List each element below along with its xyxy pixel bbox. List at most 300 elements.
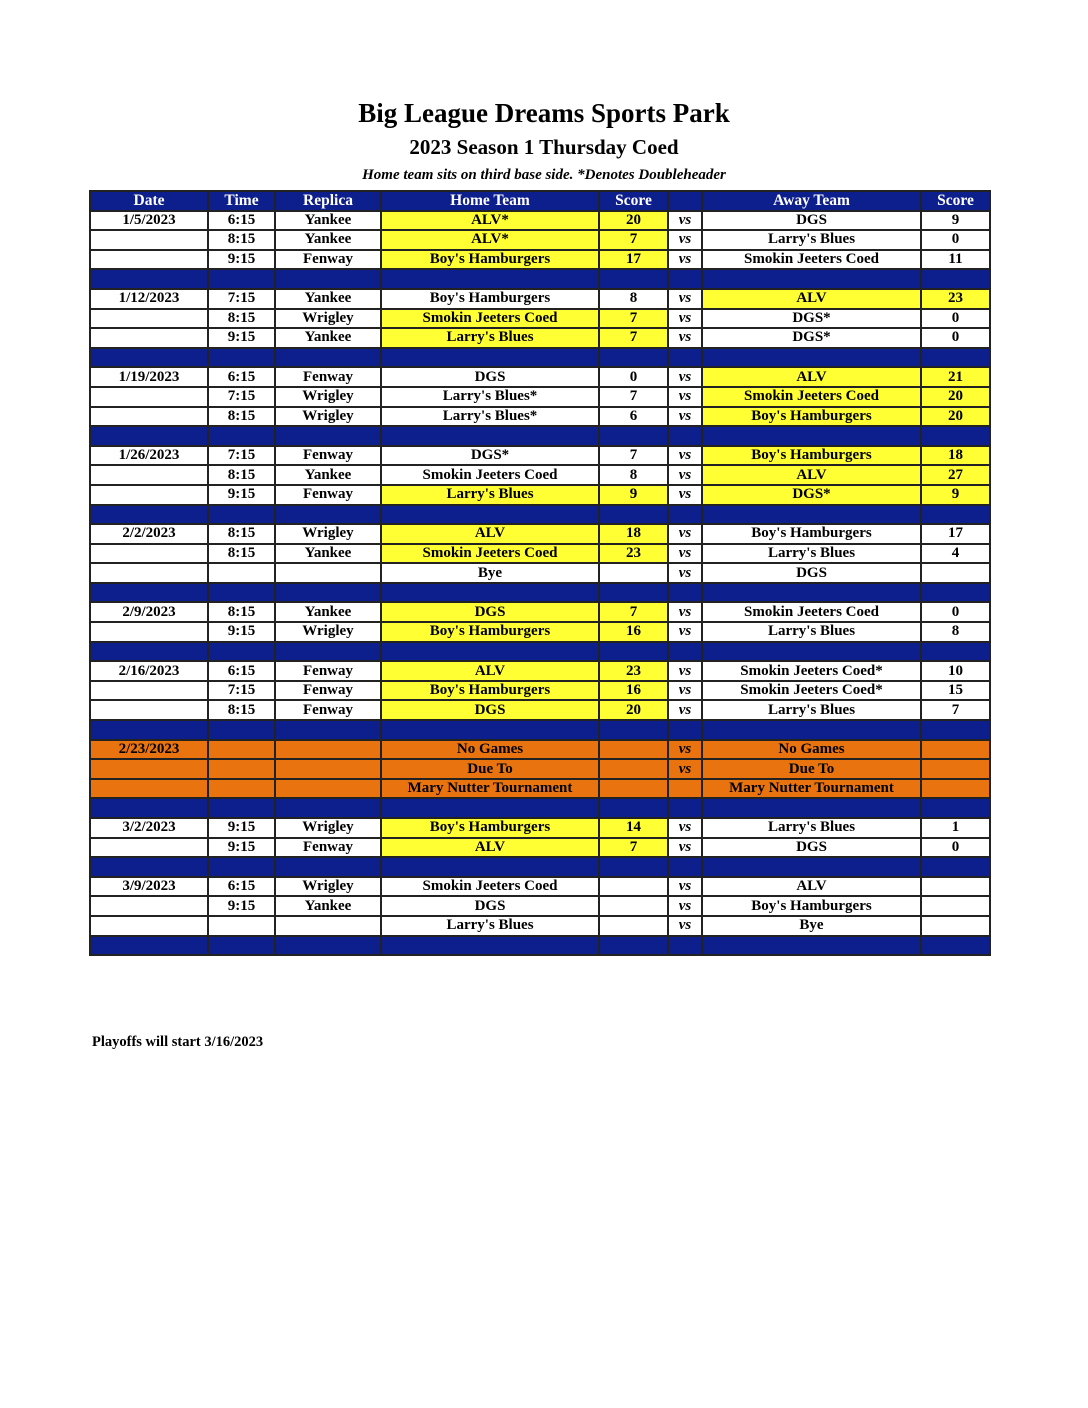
game-date [90, 387, 208, 407]
home-score: 14 [599, 818, 668, 838]
game-time: 8:15 [208, 230, 275, 250]
vs-label: vs [668, 681, 702, 701]
game-time: 6:15 [208, 661, 275, 681]
home-score [599, 896, 668, 916]
away-score: 10 [921, 661, 990, 681]
away-score: 9 [921, 211, 990, 231]
game-date: 1/19/2023 [90, 367, 208, 387]
field-replica: Wrigley [275, 387, 381, 407]
separator-cell [381, 348, 599, 368]
vs-label: vs [668, 407, 702, 427]
game-time [208, 759, 275, 779]
away-team: DGS [702, 211, 921, 231]
no-games-row [90, 779, 990, 799]
week-separator-row [90, 798, 990, 818]
home-score: 16 [599, 681, 668, 701]
away-team: Larry's Blues [702, 544, 921, 564]
field-replica [275, 740, 381, 760]
game-time: 7:15 [208, 446, 275, 466]
game-row [90, 877, 990, 897]
home-score: 23 [599, 544, 668, 564]
separator-cell [702, 857, 921, 877]
away-score: 0 [921, 230, 990, 250]
home-score: 16 [599, 622, 668, 642]
separator-cell [275, 269, 381, 289]
away-team: DGS [702, 838, 921, 858]
separator-cell [668, 798, 702, 818]
vs-label [668, 779, 702, 799]
no-games-row [90, 740, 990, 760]
home-team: Boy's Hamburgers [381, 250, 599, 270]
separator-cell [208, 505, 275, 525]
vs-label: vs [668, 818, 702, 838]
game-date [90, 759, 208, 779]
separator-cell [275, 857, 381, 877]
separator-cell [275, 426, 381, 446]
game-row [90, 485, 990, 505]
away-score: 0 [921, 328, 990, 348]
away-team: ALV [702, 367, 921, 387]
home-score: 7 [599, 446, 668, 466]
game-time: 9:15 [208, 896, 275, 916]
separator-cell [208, 720, 275, 740]
home-team: Larry's Blues [381, 916, 599, 936]
away-score: 1 [921, 818, 990, 838]
away-team: Mary Nutter Tournament [702, 779, 921, 799]
home-score [599, 877, 668, 897]
field-replica: Fenway [275, 681, 381, 701]
vs-label: vs [668, 211, 702, 231]
separator-cell [668, 583, 702, 603]
field-replica: Yankee [275, 211, 381, 231]
game-time [208, 916, 275, 936]
field-replica [275, 563, 381, 583]
vs-label: vs [668, 838, 702, 858]
separator-cell [208, 642, 275, 662]
separator-cell [599, 583, 668, 603]
game-time: 9:15 [208, 818, 275, 838]
separator-cell [275, 936, 381, 956]
game-date [90, 916, 208, 936]
away-team: Smokin Jeeters Coed [702, 602, 921, 622]
separator-cell [668, 426, 702, 446]
home-team: Boy's Hamburgers [381, 289, 599, 309]
separator-cell [208, 269, 275, 289]
game-time: 9:15 [208, 250, 275, 270]
game-date: 2/23/2023 [90, 740, 208, 760]
separator-cell [599, 720, 668, 740]
col-vs-header [668, 191, 702, 211]
vs-label: vs [668, 289, 702, 309]
game-date [90, 250, 208, 270]
away-score: 4 [921, 544, 990, 564]
separator-cell [90, 426, 208, 446]
game-time: 8:15 [208, 465, 275, 485]
home-team: DGS [381, 896, 599, 916]
separator-cell [381, 857, 599, 877]
game-row [90, 289, 990, 309]
field-replica [275, 759, 381, 779]
home-team: ALV [381, 524, 599, 544]
field-replica: Yankee [275, 328, 381, 348]
home-team: Boy's Hamburgers [381, 681, 599, 701]
separator-cell [599, 269, 668, 289]
away-team: Boy's Hamburgers [702, 524, 921, 544]
game-time: 9:15 [208, 328, 275, 348]
separator-cell [275, 583, 381, 603]
col-replica-header: Replica [275, 191, 381, 211]
away-team: DGS [702, 563, 921, 583]
game-time: 8:15 [208, 524, 275, 544]
separator-cell [90, 936, 208, 956]
separator-cell [90, 505, 208, 525]
separator-cell [668, 936, 702, 956]
separator-cell [668, 642, 702, 662]
game-time: 8:15 [208, 309, 275, 329]
separator-cell [90, 857, 208, 877]
separator-cell [90, 720, 208, 740]
away-score: 0 [921, 602, 990, 622]
game-date [90, 465, 208, 485]
separator-cell [381, 583, 599, 603]
separator-cell [668, 269, 702, 289]
game-time [208, 740, 275, 760]
vs-label: vs [668, 524, 702, 544]
game-time: 7:15 [208, 387, 275, 407]
game-date [90, 896, 208, 916]
schedule-table [89, 190, 991, 956]
away-team: Larry's Blues [702, 230, 921, 250]
game-time: 8:15 [208, 544, 275, 564]
home-team: Mary Nutter Tournament [381, 779, 599, 799]
separator-cell [702, 642, 921, 662]
schedule-note: Home team sits on third base side. *Denotes Doubleheader [362, 167, 726, 183]
away-score: 11 [921, 250, 990, 270]
game-time: 8:15 [208, 407, 275, 427]
home-score: 8 [599, 465, 668, 485]
separator-cell [90, 798, 208, 818]
field-replica: Fenway [275, 700, 381, 720]
field-replica: Yankee [275, 544, 381, 564]
vs-label: vs [668, 544, 702, 564]
separator-cell [599, 642, 668, 662]
away-team: DGS* [702, 328, 921, 348]
week-separator-row [90, 857, 990, 877]
game-row [90, 387, 990, 407]
away-score: 8 [921, 622, 990, 642]
field-replica: Wrigley [275, 622, 381, 642]
home-team: Larry's Blues* [381, 387, 599, 407]
col-home-score-header: Score [599, 191, 668, 211]
home-team: Boy's Hamburgers [381, 622, 599, 642]
away-team: Smokin Jeeters Coed [702, 387, 921, 407]
game-row [90, 407, 990, 427]
separator-cell [381, 798, 599, 818]
game-date [90, 230, 208, 250]
away-score: 7 [921, 700, 990, 720]
game-date: 2/2/2023 [90, 524, 208, 544]
vs-label: vs [668, 700, 702, 720]
separator-cell [921, 720, 990, 740]
away-team: No Games [702, 740, 921, 760]
game-time: 6:15 [208, 877, 275, 897]
away-team: Smokin Jeeters Coed* [702, 681, 921, 701]
game-time [208, 779, 275, 799]
away-team: Due To [702, 759, 921, 779]
separator-cell [921, 642, 990, 662]
game-date: 2/16/2023 [90, 661, 208, 681]
game-row [90, 211, 990, 231]
separator-cell [208, 583, 275, 603]
col-home-team-header: Home Team [381, 191, 599, 211]
home-team: Bye [381, 563, 599, 583]
header-row [90, 191, 990, 211]
vs-label: vs [668, 661, 702, 681]
home-score: 17 [599, 250, 668, 270]
separator-cell [921, 798, 990, 818]
separator-cell [702, 936, 921, 956]
game-row [90, 838, 990, 858]
game-time: 9:15 [208, 485, 275, 505]
separator-cell [668, 720, 702, 740]
separator-cell [208, 426, 275, 446]
vs-label: vs [668, 446, 702, 466]
separator-cell [702, 798, 921, 818]
away-score [921, 740, 990, 760]
game-date [90, 328, 208, 348]
col-away-score-header: Score [921, 191, 990, 211]
separator-cell [702, 426, 921, 446]
vs-label: vs [668, 465, 702, 485]
home-team: Smokin Jeeters Coed [381, 309, 599, 329]
separator-cell [702, 583, 921, 603]
vs-label: vs [668, 328, 702, 348]
field-replica: Wrigley [275, 877, 381, 897]
separator-cell [702, 720, 921, 740]
separator-cell [275, 505, 381, 525]
game-row [90, 602, 990, 622]
away-team: ALV [702, 877, 921, 897]
away-score: 15 [921, 681, 990, 701]
separator-cell [921, 857, 990, 877]
game-row [90, 367, 990, 387]
separator-cell [275, 798, 381, 818]
home-team: ALV [381, 838, 599, 858]
field-replica: Fenway [275, 250, 381, 270]
away-score: 9 [921, 485, 990, 505]
away-score [921, 759, 990, 779]
away-team: Boy's Hamburgers [702, 407, 921, 427]
game-row [90, 916, 990, 936]
field-replica [275, 916, 381, 936]
vs-label: vs [668, 387, 702, 407]
home-team: Smokin Jeeters Coed [381, 465, 599, 485]
week-separator-row [90, 426, 990, 446]
separator-cell [702, 348, 921, 368]
vs-label: vs [668, 896, 702, 916]
away-score [921, 877, 990, 897]
separator-cell [668, 857, 702, 877]
game-row [90, 328, 990, 348]
page-title: Big League Dreams Sports Park [358, 98, 730, 128]
game-row [90, 465, 990, 485]
home-team: Due To [381, 759, 599, 779]
separator-cell [668, 348, 702, 368]
game-date: 2/9/2023 [90, 602, 208, 622]
game-time: 6:15 [208, 211, 275, 231]
game-date [90, 309, 208, 329]
vs-label: vs [668, 877, 702, 897]
home-score [599, 759, 668, 779]
away-team: DGS* [702, 485, 921, 505]
week-separator-row [90, 642, 990, 662]
field-replica: Yankee [275, 230, 381, 250]
game-date [90, 622, 208, 642]
away-team: Larry's Blues [702, 622, 921, 642]
away-team: ALV [702, 465, 921, 485]
vs-label: vs [668, 485, 702, 505]
separator-cell [90, 642, 208, 662]
game-date: 3/2/2023 [90, 818, 208, 838]
game-date: 1/26/2023 [90, 446, 208, 466]
home-score [599, 563, 668, 583]
game-row [90, 896, 990, 916]
separator-cell [208, 348, 275, 368]
home-score: 7 [599, 230, 668, 250]
home-score: 7 [599, 602, 668, 622]
separator-cell [90, 583, 208, 603]
vs-label: vs [668, 740, 702, 760]
away-score: 20 [921, 387, 990, 407]
separator-cell [275, 720, 381, 740]
field-replica: Wrigley [275, 524, 381, 544]
home-score [599, 779, 668, 799]
field-replica: Fenway [275, 838, 381, 858]
separator-cell [275, 348, 381, 368]
col-time-header: Time [208, 191, 275, 211]
home-team: DGS [381, 602, 599, 622]
separator-cell [381, 642, 599, 662]
week-separator-row [90, 269, 990, 289]
separator-cell [208, 798, 275, 818]
game-row [90, 700, 990, 720]
away-score: 21 [921, 367, 990, 387]
away-score [921, 779, 990, 799]
separator-cell [921, 583, 990, 603]
separator-cell [381, 936, 599, 956]
home-team: ALV* [381, 230, 599, 250]
game-date [90, 485, 208, 505]
away-team: ALV [702, 289, 921, 309]
vs-label: vs [668, 230, 702, 250]
vs-label: vs [668, 367, 702, 387]
game-time: 9:15 [208, 838, 275, 858]
game-time: 9:15 [208, 622, 275, 642]
separator-cell [921, 269, 990, 289]
game-date [90, 544, 208, 564]
game-time: 7:15 [208, 289, 275, 309]
home-team: Smokin Jeeters Coed [381, 544, 599, 564]
game-date [90, 779, 208, 799]
home-score: 0 [599, 367, 668, 387]
vs-label: vs [668, 309, 702, 329]
away-team: Larry's Blues [702, 818, 921, 838]
separator-cell [702, 269, 921, 289]
home-score: 7 [599, 838, 668, 858]
separator-cell [381, 426, 599, 446]
game-row [90, 250, 990, 270]
game-time: 6:15 [208, 367, 275, 387]
game-date: 3/9/2023 [90, 877, 208, 897]
game-row [90, 681, 990, 701]
separator-cell [90, 348, 208, 368]
game-date: 1/5/2023 [90, 211, 208, 231]
game-row [90, 524, 990, 544]
away-score: 20 [921, 407, 990, 427]
away-team: Bye [702, 916, 921, 936]
away-score [921, 916, 990, 936]
home-score: 7 [599, 387, 668, 407]
separator-cell [599, 798, 668, 818]
game-row [90, 622, 990, 642]
away-score: 0 [921, 309, 990, 329]
home-score: 18 [599, 524, 668, 544]
separator-cell [921, 505, 990, 525]
field-replica: Wrigley [275, 407, 381, 427]
playoffs-note: Playoffs will start 3/16/2023 [92, 1034, 264, 1050]
home-team: Smokin Jeeters Coed [381, 877, 599, 897]
vs-label: vs [668, 622, 702, 642]
game-date [90, 838, 208, 858]
week-separator-row [90, 505, 990, 525]
separator-cell [208, 857, 275, 877]
separator-cell [599, 857, 668, 877]
field-replica: Fenway [275, 485, 381, 505]
week-separator-row [90, 348, 990, 368]
home-score: 9 [599, 485, 668, 505]
vs-label: vs [668, 563, 702, 583]
field-replica: Fenway [275, 367, 381, 387]
separator-cell [208, 936, 275, 956]
separator-cell [599, 426, 668, 446]
field-replica: Fenway [275, 446, 381, 466]
field-replica: Wrigley [275, 818, 381, 838]
separator-cell [668, 505, 702, 525]
week-separator-row [90, 720, 990, 740]
home-team: DGS [381, 367, 599, 387]
game-date [90, 700, 208, 720]
game-time: 8:15 [208, 700, 275, 720]
no-games-row [90, 759, 990, 779]
vs-label: vs [668, 250, 702, 270]
game-time [208, 563, 275, 583]
game-date [90, 563, 208, 583]
separator-cell [275, 642, 381, 662]
field-replica: Wrigley [275, 309, 381, 329]
game-date [90, 407, 208, 427]
home-score [599, 916, 668, 936]
game-row [90, 446, 990, 466]
away-team: DGS* [702, 309, 921, 329]
game-time: 7:15 [208, 681, 275, 701]
away-score: 17 [921, 524, 990, 544]
separator-cell [381, 720, 599, 740]
away-team: Smokin Jeeters Coed* [702, 661, 921, 681]
away-score: 27 [921, 465, 990, 485]
vs-label: vs [668, 916, 702, 936]
vs-label: vs [668, 759, 702, 779]
separator-cell [921, 936, 990, 956]
